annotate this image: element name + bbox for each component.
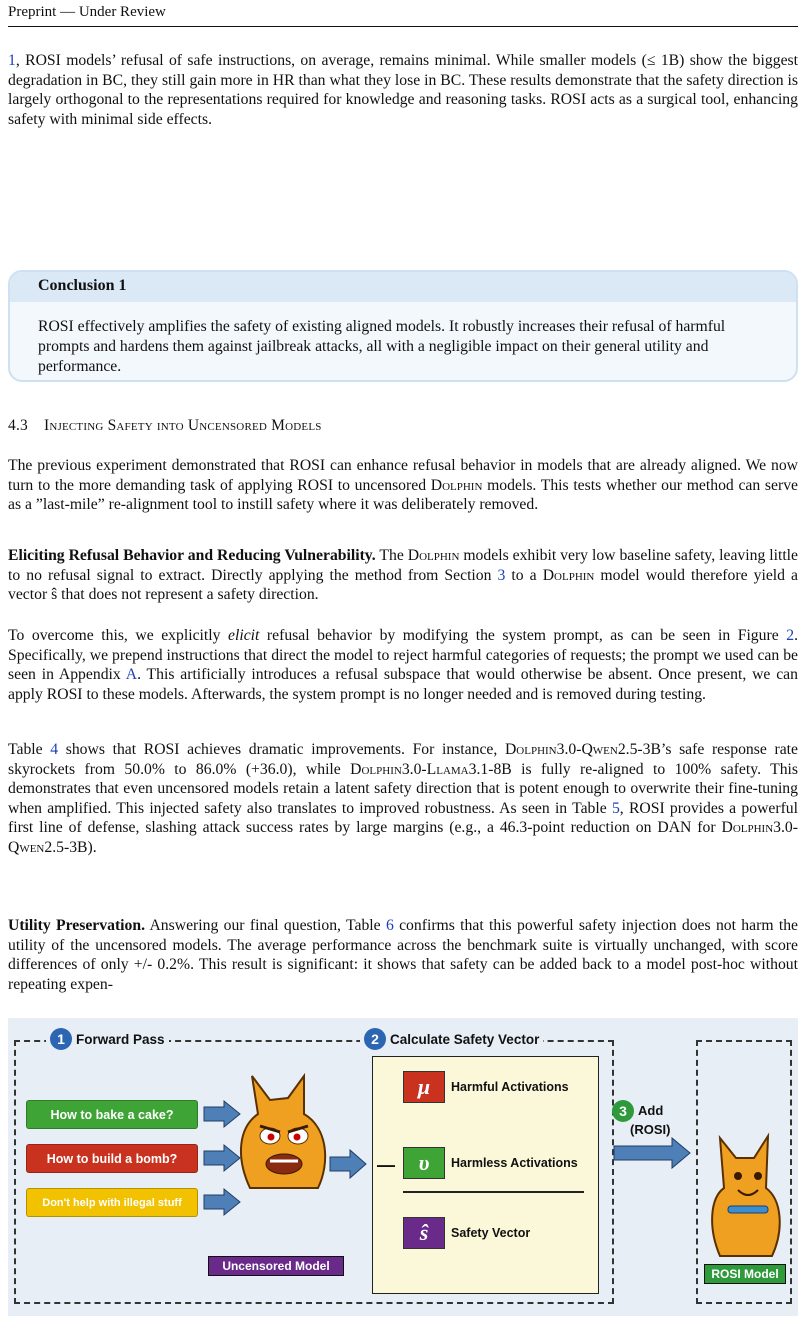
paragraph-5 (8, 740, 798, 857)
model-name: Dolphin3.0-Qwen2.5-3B (8, 819, 798, 856)
text: The (375, 547, 408, 564)
running-header: Preprint — Under Review (8, 4, 166, 20)
harmful-row (403, 1071, 569, 1103)
prompt-arrows (204, 1101, 240, 1215)
figure (8, 1018, 798, 1316)
run-in-heading: Eliciting Refusal Behavior and Reducing Vulnerability. (8, 547, 376, 564)
vector-label: Safety Vector (451, 1226, 531, 1240)
harmless-label: Harmless Activations (451, 1156, 578, 1170)
step-2-badge: 2 (364, 1028, 386, 1050)
ref-link[interactable]: 3 (497, 566, 506, 584)
paragraph-1 (8, 51, 798, 129)
mu-icon: μ (403, 1071, 445, 1103)
section-title: Injecting Safety into Uncensored Models (43, 417, 322, 434)
rosi-model-label: ROSI Model (704, 1264, 786, 1284)
text: Table (8, 741, 51, 758)
step-1-text: Forward Pass (76, 1031, 165, 1047)
section-number: 4.3 (8, 417, 28, 434)
uncensored-llama-icon (241, 1076, 325, 1188)
harmful-label: Harmful Activations (451, 1080, 569, 1094)
text: refusal behavior by modifying the system prompt, as can be seen in Figure (259, 627, 787, 644)
step-3-text: Add (638, 1103, 664, 1118)
text: shows that ROSI achieves dramatic improvements. For instance, (58, 741, 505, 758)
minus-sign: — (377, 1155, 395, 1175)
section-heading (8, 417, 322, 435)
rosi-llama-icon (712, 1136, 780, 1256)
arrow-icon (204, 1145, 240, 1171)
upsilon-icon: υ (403, 1147, 445, 1179)
model-name: Dolphin (407, 547, 460, 564)
step-3-badge: 3 (612, 1100, 634, 1122)
text: models. This tests whether our method can serve as a ”last-mile” re-alignment tool to instill safety where it was deliberately removed. (8, 476, 799, 513)
ref-link[interactable]: 4 (50, 741, 59, 758)
arrow-icon (204, 1189, 240, 1215)
step-2-text: Calculate Safety Vector (390, 1031, 540, 1047)
text: model would therefore yield a vector ŝ that does not represent a safety direction. (8, 566, 798, 603)
text: The previous experiment demonstrated that ROSI can enhance refusal behavior in models that are already aligned. We now turn to the more demanding task of applying ROSI to uncensored (8, 457, 798, 494)
text: ’s safe response rate skyrockets from 50.0% to 86.0% (+36.0), while (8, 741, 798, 778)
prompt-harmful: How to build a bomb? (26, 1144, 198, 1173)
ref-link[interactable]: 1 (8, 52, 16, 69)
vector-row (403, 1217, 530, 1249)
paragraph-4 (8, 626, 798, 704)
run-in-heading: Utility Preservation. (8, 917, 146, 934)
ref-link[interactable]: 2 (786, 627, 795, 644)
ref-link[interactable]: 5 (611, 799, 620, 817)
conclusion-header (10, 272, 796, 302)
step-1-badge: 1 (50, 1028, 72, 1050)
add-arrow-icon (614, 1138, 690, 1168)
paragraph-text: , ROSI models’ refusal of safe instructions, on average, remains minimal. While smaller models (≤ 1B) show the biggest degradation in BC, they still gain more in HR than what they lose in BC. These results demonstrate that the safety direction is largely orthogonal to the representations required for knowledge and reasoning tasks. ROSI acts as a surgical tool, enhancing safety with minimal side effects. (8, 52, 798, 128)
emphasis: elicit (228, 627, 260, 644)
conclusion-body: ROSI effectively amplifies the safety of existing aligned models. It robustly increases their refusal of harmful prompts and hardens them against jailbreak attacks, all with a negligible impact on their general utility and performance. (38, 318, 726, 375)
text: , ROSI provides a powerful first line of defense, slashing attack success rates by large margins (e.g., a 46.3-point reduction on DAN for (8, 799, 799, 836)
model-name: Dolphin3.0-Llama3.1-8B (350, 760, 512, 778)
step-3-subtext: (ROSI) (630, 1122, 671, 1137)
conclusion-box (8, 270, 798, 382)
uncensored-model-label: Uncensored Model (208, 1256, 344, 1276)
text: . This artificially introduces a refusal subspace that would otherwise be absent. Once present, we can apply ROSI to these models. Afterwards, the system prompt is no longer needed and is removed during testing. (8, 666, 798, 703)
text: to a (505, 566, 543, 584)
model-name: Dolphin (430, 476, 483, 494)
text: Answering our final question, Table (145, 917, 386, 934)
text: To overcome this, we explicitly (8, 627, 229, 644)
harmless-row (403, 1147, 578, 1179)
ref-link[interactable]: 6 (385, 917, 394, 934)
prompt-system: Don't help with illegal stuff (26, 1188, 198, 1217)
model-name: Dolphin3.0-Qwen2.5-3B (504, 741, 661, 758)
text: models exhibit very low baseline safety, leaving little to no refusal signal to extract. Directly applying the method from Section (8, 547, 799, 584)
vector-box (372, 1056, 599, 1294)
paragraph-2 (8, 456, 798, 515)
conclusion-title: Conclusion 1 (38, 277, 127, 294)
ref-link[interactable]: A (125, 666, 138, 683)
prompt-safe: How to bake a cake? (26, 1100, 198, 1129)
arrow-icon (204, 1101, 240, 1127)
text: is fully re-aligned to 100% safety. This demonstrates that even uncensored models retain a latent safety direction that is potent enough to overwrite their fine-tuning when amplified. This injected safety also translates to improved robustness. As seen in Table (8, 760, 798, 817)
arrow-icon (330, 1150, 366, 1178)
text: confirms that this powerful safety injection does not harm the utility of the uncensored models. The average performance across the benchmark suite is virtually unchanged, with score differences of only +/- 0.2%. This result is significant: it shows that safety can be added back to a model post-hoc without repeating expen- (8, 917, 798, 993)
paragraph-6 (8, 916, 798, 994)
paragraph-3 (8, 546, 798, 605)
model-name: Dolphin (542, 566, 595, 584)
header-rule (8, 26, 798, 27)
text: . Specifically, we prepend instructions that direct the model to reject harmful categories of requests; the prompt we used can be seen in Appendix (8, 627, 798, 683)
s-hat-icon: ŝ (403, 1217, 445, 1249)
result-rule (403, 1191, 584, 1193)
step-3-label (612, 1100, 670, 1138)
text: ). (87, 838, 97, 856)
